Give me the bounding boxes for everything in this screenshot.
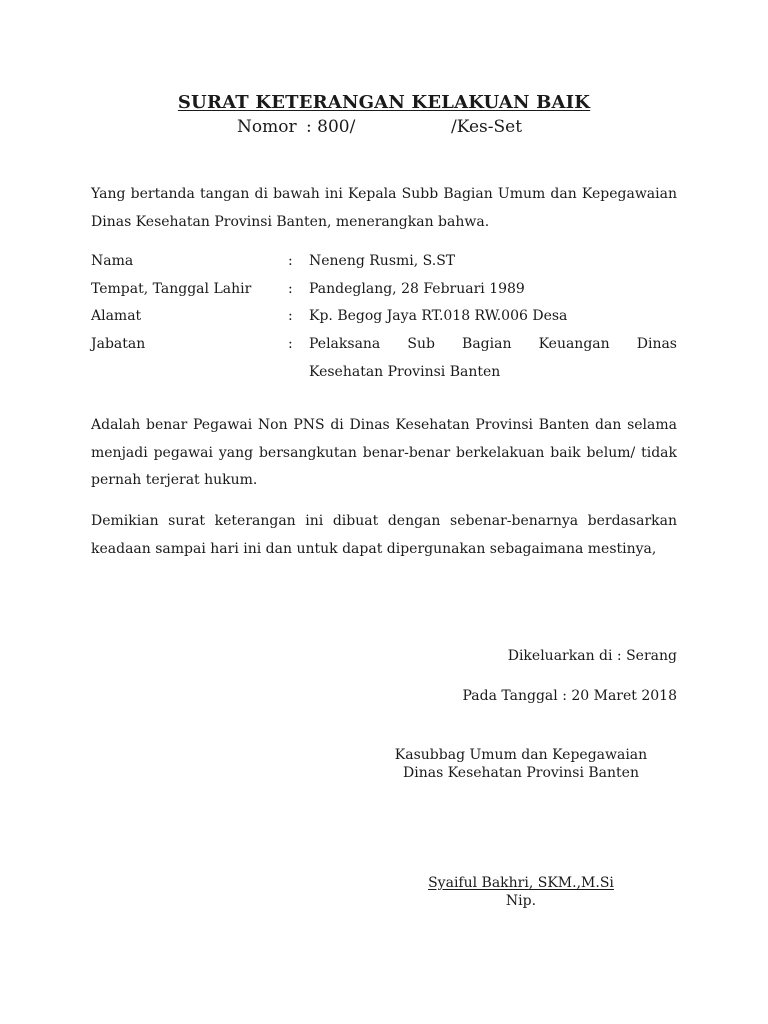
- field-colon-jabatan: :: [288, 336, 293, 352]
- body-paragraph-2: Demikian surat keterangan ini dibuat dengan sebenar-benarnya berdasarkan keadaan sampai hari ini dan untuk dapat dipergunakan sebagaimana mestinya,: [91, 513, 677, 557]
- signatory-nip: Nip.: [505, 893, 537, 909]
- signatory-name-block: [376, 874, 666, 910]
- issued-place: Dikeluarkan di : Serang: [507, 648, 677, 664]
- field-value-jabatan: [309, 331, 677, 386]
- field-value-alamat: Kp. Begog Jaya RT.018 RW.006 Desa: [309, 308, 568, 324]
- field-colon-nama: :: [288, 253, 293, 269]
- nomor-label: Nomor: [237, 117, 297, 137]
- signatory-position-line1: Kasubbag Umum dan Kepegawaian: [394, 747, 648, 763]
- field-value-nama: Neneng Rusmi, S.ST: [309, 253, 456, 269]
- intro-paragraph: Yang bertanda tangan di bawah ini Kepala Subb Bagian Umum dan Kepegawaian Dinas Kesehatan Provinsi Banten, menerangkan bahwa.: [91, 186, 677, 230]
- body-paragraph-1: Adalah benar Pegawai Non PNS di Dinas Kesehatan Provinsi Banten dan selama menjadi pegawai yang bersangkutan benar-benar berkelakuan baik belum/ tidak pernah terjerat hukum.: [91, 417, 677, 488]
- letter-title: [0, 92, 768, 113]
- field-colon-ttl: :: [288, 281, 293, 297]
- field-label-ttl: Tempat, Tanggal Lahir: [91, 281, 252, 297]
- letter-title-text: SURAT KETERANGAN KELAKUAN BAIK: [177, 92, 591, 113]
- field-colon-alamat: :: [288, 308, 293, 324]
- nomor-suffix: /Kes-Set: [451, 117, 523, 137]
- nomor-value: : 800/: [306, 117, 356, 137]
- field-value-ttl: Pandeglang, 28 Februari 1989: [309, 281, 525, 297]
- issued-date: Pada Tanggal : 20 Maret 2018: [462, 688, 677, 704]
- signatory-position-line2: Dinas Kesehatan Provinsi Banten: [403, 765, 639, 781]
- signatory-position: [376, 746, 666, 782]
- field-value-jabatan-line1: Pelaksana Sub Bagian Keuangan Dinas: [309, 336, 677, 352]
- field-label-nama: Nama: [91, 253, 134, 269]
- field-label-jabatan: Jabatan: [91, 336, 146, 352]
- field-value-jabatan-line2: Kesehatan Provinsi Banten: [309, 363, 501, 380]
- field-label-alamat: Alamat: [91, 308, 142, 324]
- signatory-name: Syaiful Bakhri, SKM.,M.Si: [428, 875, 614, 891]
